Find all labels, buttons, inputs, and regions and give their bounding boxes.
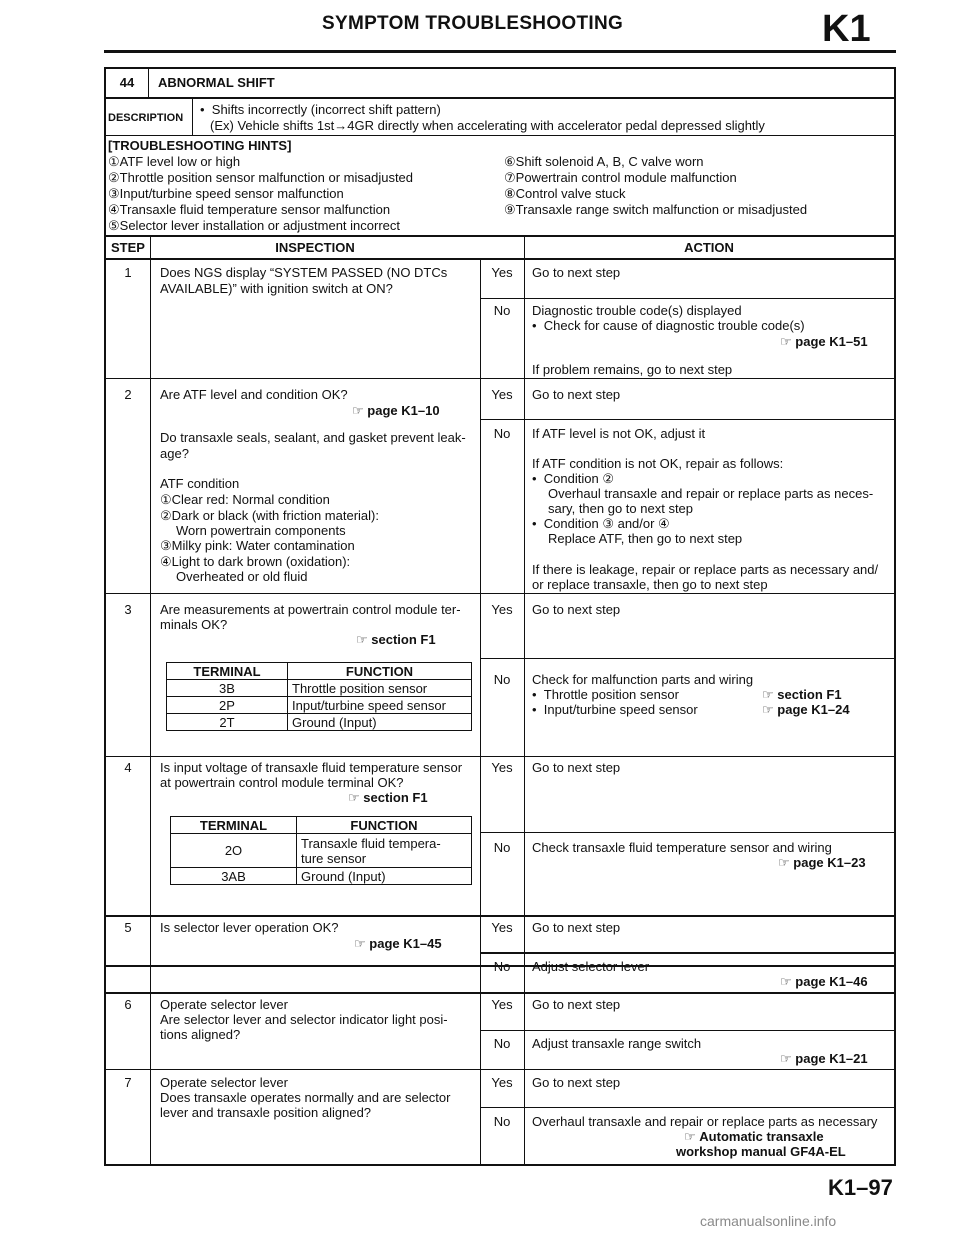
step-number-7: 7 (124, 1075, 132, 1090)
function-header: FUNCTION (288, 663, 472, 680)
step-3-yes-label: Yes (491, 602, 513, 617)
step-2-inspection-line-5: ATF condition (160, 476, 240, 491)
step-3-inspection-line-2: minals OK? (160, 617, 228, 632)
page-number: K1–97 (828, 1175, 893, 1200)
step-2-no-line-8: If there is leakage, repair or replace parts as necessary and/ (532, 562, 879, 577)
step-1-no-label: No (493, 303, 511, 318)
step-5-no-line-1: Adjust selector lever (532, 959, 650, 974)
step-2-inspection-line-8: Worn powertrain components (176, 523, 346, 538)
step-5-yes-action: Go to next step (532, 920, 621, 935)
step-1-inspection-line-1: Does NGS display “SYSTEM PASSED (NO DTCs (160, 265, 448, 280)
step-3-no-line-1: Check for malfunction parts and wiring (532, 672, 754, 687)
symptom-number: 44 (119, 75, 135, 90)
step-5-yes-label: Yes (491, 920, 513, 935)
step-2-inspection-line-3: Do transaxle seals, sealant, and gasket prevent leak- (160, 430, 466, 445)
column-action: ACTION (684, 240, 734, 255)
step-number-5: 5 (124, 920, 132, 935)
step-7-yes-label: Yes (491, 1075, 513, 1090)
table-row: 2P Input/turbine speed sensor (167, 697, 472, 714)
step-7-yes-action: Go to next step (532, 1075, 621, 1090)
hint-9: ⑨Transaxle range switch malfunction or misadjusted (504, 202, 808, 217)
step-4-inspection-line-2: at powertrain control module terminal OK? (160, 775, 404, 790)
step-2-no-label: No (493, 426, 511, 441)
description-line-1: • Shifts incorrectly (incorrect shift pattern) (200, 102, 441, 117)
column-inspection: INSPECTION (275, 240, 355, 255)
step-1-no-line-4: If problem remains, go to next step (532, 362, 733, 377)
step-7-no-ref: ☞ Automatic transaxle (684, 1129, 824, 1144)
step-1-no-line-2: • Check for cause of diagnostic trouble code(s) (532, 318, 805, 333)
step-4-inspection-line-1: Is input voltage of transaxle fluid temperature sensor (160, 760, 463, 775)
step-4-yes-action: Go to next step (532, 760, 621, 775)
step-7-no-label: No (493, 1114, 511, 1129)
step-3-inspection-ref: ☞ section F1 (356, 632, 436, 647)
step-3-terminal-table (166, 662, 472, 731)
step-col-line (150, 236, 151, 967)
step-7-no-line-3: workshop manual GF4A-EL (676, 1144, 846, 1159)
step-1-yes-action: Go to next step (532, 265, 621, 280)
border-left (104, 67, 106, 967)
step-6-yes-label: Yes (491, 997, 513, 1012)
step-7-no-line-1: Overhaul transaxle and repair or replace parts as necessary (532, 1114, 878, 1129)
step-6-no-label: No (493, 1036, 511, 1051)
step-2-no-line-1: If ATF level is not OK, adjust it (532, 426, 706, 441)
step-2-inspection-line-6: ①Clear red: Normal condition (160, 492, 330, 507)
terminal-header: TERMINAL (171, 817, 297, 834)
step-4-yes-label: Yes (491, 760, 513, 775)
watermark: carmanualsonline.info (700, 1213, 837, 1229)
step-5-no-ref: ☞ page K1–46 (780, 974, 868, 989)
step-2-inspection-line-10: ④Light to dark brown (oxidation): (160, 554, 351, 569)
step-1-no-ref: ☞ page K1–51 (780, 334, 868, 349)
step-2-yes-label: Yes (491, 387, 513, 402)
step-number-4: 4 (124, 760, 132, 775)
table-row: 2O Transaxle fluid tempera- ture sensor (171, 834, 472, 868)
step-2-inspection-line-7: ②Dark or black (with friction material): (160, 508, 379, 523)
step-6-no-line-1: Adjust transaxle range switch (532, 1036, 702, 1051)
step-6-yes-action: Go to next step (532, 997, 621, 1012)
table-row: 2T Ground (Input) (167, 714, 472, 731)
step-4-no-ref: ☞ page K1–23 (778, 855, 866, 870)
step-2-no-line-9: or replace transaxle, then go to next step (532, 577, 768, 592)
step-2-inspection-ref: ☞ page K1–10 (352, 403, 440, 418)
step-2-inspection-line-4: age? (160, 446, 189, 461)
step-6-no-ref: ☞ page K1–21 (780, 1051, 868, 1066)
step-6-inspection-line-3: tions aligned? (160, 1027, 241, 1042)
step-3-no-line-4: • Input/turbine speed sensor (532, 702, 698, 717)
step-4-terminal-table (170, 816, 472, 885)
page-title: SYMPTOM TROUBLESHOOTING (322, 13, 624, 34)
step-7-inspection-line-3: lever and transaxle position aligned? (160, 1105, 372, 1120)
step-5-inspection-ref: ☞ page K1–45 (354, 936, 442, 951)
step-number-3: 3 (124, 602, 132, 617)
step-4-no-label: No (493, 840, 511, 855)
step-number-1: 1 (124, 265, 132, 280)
step-7-inspection-line-1: Operate selector lever (160, 1075, 288, 1090)
step-3-yes-action: Go to next step (532, 602, 621, 617)
hint-5: ⑤Selector lever installation or adjustment incorrect (108, 218, 401, 233)
step-4-no-line-1: Check transaxle fluid temperature sensor and wiring (532, 840, 832, 855)
step-3-inspection-line-1: Are measurements at powertrain control module ter- (160, 602, 461, 617)
hint-4: ④Transaxle fluid temperature sensor malfunction (108, 202, 391, 217)
step-2-no-line-3: • Condition ② (532, 471, 614, 486)
step-2-yes-action: Go to next step (532, 387, 621, 402)
step-5-no-label: No (493, 959, 511, 974)
step-5-inspection-line-1: Is selector lever operation OK? (160, 920, 339, 935)
step-3-no-line-2: • Throttle position sensor (532, 687, 679, 702)
step-2-no-line-4: Overhaul transaxle and repair or replace parts as neces- (548, 486, 874, 501)
header-rule (104, 50, 896, 53)
hint-3: ③Input/turbine speed sensor malfunction (108, 186, 344, 201)
step-2-no-line-2: If ATF condition is not OK, repair as follows: (532, 456, 784, 471)
hint-6: ⑥Shift solenoid A, B, C valve worn (504, 154, 704, 169)
border-top (104, 67, 896, 69)
table-row: 3AB Ground (Input) (171, 868, 472, 885)
step-2-no-line-6: • Condition ③ and/or ④ (532, 516, 670, 531)
step-2-no-line-5: sary, then go to next step (548, 501, 694, 516)
hint-8: ⑧Control valve stuck (504, 186, 626, 201)
column-step: STEP (111, 240, 145, 255)
step-number-6: 6 (124, 997, 132, 1012)
function-header: FUNCTION (297, 817, 472, 834)
step-4-inspection-ref: ☞ section F1 (348, 790, 428, 805)
step-2-inspection-line-9: ③Milky pink: Water contamination (160, 538, 355, 553)
symptom-name: ABNORMAL SHIFT (158, 75, 275, 90)
step-7-inspection-line-2: Does transaxle operates normally and are selector (160, 1090, 451, 1105)
step-6-inspection-line-1: Operate selector lever (160, 997, 288, 1012)
hint-2: ②Throttle position sensor malfunction or misadjusted (108, 170, 414, 185)
terminal-header: TERMINAL (167, 663, 288, 680)
table-row: 3B Throttle position sensor (167, 680, 472, 697)
step-3-no-label: No (493, 672, 511, 687)
step-3-no-ref-2: ☞ page K1–24 (762, 702, 850, 717)
hints-title: [TROUBLESHOOTING HINTS] (108, 138, 292, 153)
step-number-2: 2 (124, 387, 132, 402)
step-1-no-line-1: Diagnostic trouble code(s) displayed (532, 303, 742, 318)
step-1-inspection-line-2: AVAILABLE)” with ignition switch at ON? (160, 281, 393, 296)
step-1-yes-label: Yes (491, 265, 513, 280)
hint-7: ⑦Powertrain control module malfunction (504, 170, 737, 185)
step-2-no-line-7: Replace ATF, then go to next step (548, 531, 743, 546)
step-2-inspection-line-11: Overheated or old fluid (176, 569, 308, 584)
hint-1: ①ATF level low or high (108, 154, 241, 169)
section-code: K1 (822, 8, 871, 50)
step-3-no-ref-1: ☞ section F1 (762, 687, 842, 702)
description-label: DESCRIPTION (108, 112, 184, 124)
action-col-line (524, 236, 525, 967)
step-2-inspection-line-1: Are ATF level and condition OK? (160, 387, 348, 402)
step-6-inspection-line-2: Are selector lever and selector indicator light posi- (160, 1012, 448, 1027)
description-line-2: (Ex) Vehicle shifts 1st→4GR directly when accelerating with accelerator pedal depressed slightly (210, 118, 765, 133)
